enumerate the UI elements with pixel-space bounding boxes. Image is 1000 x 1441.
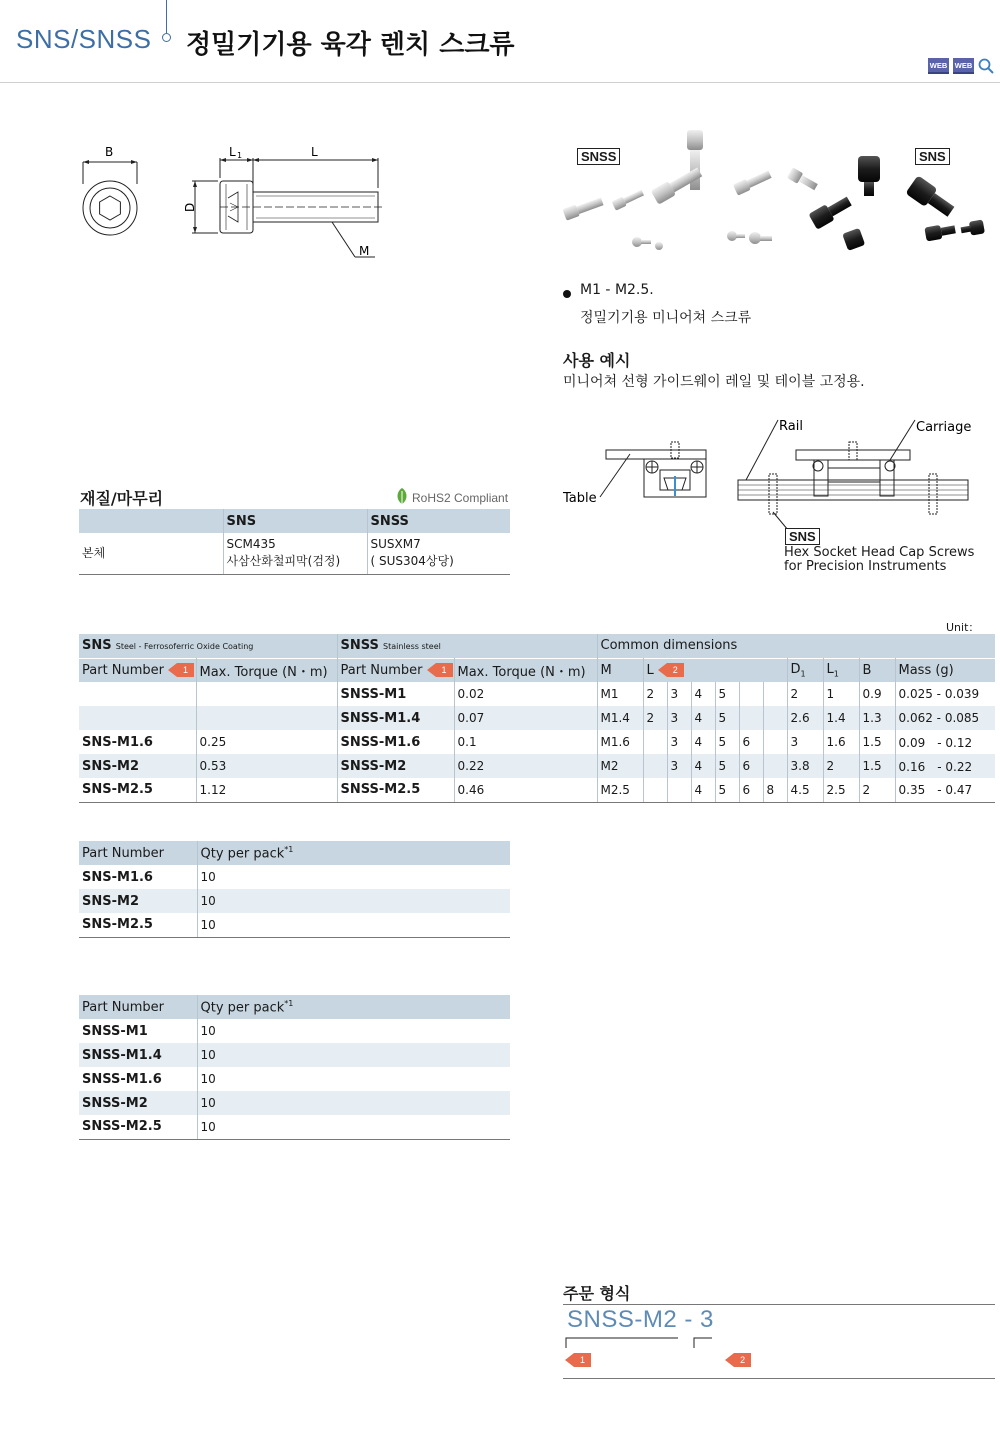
group-sns xyxy=(79,634,337,658)
qty-part-number: SNS-M2.5 xyxy=(79,913,197,937)
l-length xyxy=(739,706,763,730)
spec-table xyxy=(79,634,995,803)
label-table: Table xyxy=(563,491,597,506)
col-l xyxy=(643,658,787,682)
qty-snss-col-part: Part Number xyxy=(79,995,197,1019)
qty-part-number: SNSS-M2.5 xyxy=(79,1115,197,1139)
l-length: 5 xyxy=(715,706,739,730)
feature-desc: 정밀기기용 미니어쳐 스크류 xyxy=(580,310,752,326)
usage-text: 미니어쳐 선형 가이드웨이 레일 및 테이블 고정용. xyxy=(563,374,865,390)
size-range: M1 - M2.5. xyxy=(580,282,654,298)
snss-part-number: SNSS-M1.4 xyxy=(337,706,454,730)
d1-value: 3 xyxy=(787,730,823,754)
order-bottom-rule xyxy=(563,1378,995,1379)
l-length: 4 xyxy=(691,682,715,706)
b-value: 1.5 xyxy=(859,754,895,778)
snss-material: SUSXM7 xyxy=(370,537,421,552)
l-length: 3 xyxy=(667,682,691,706)
order-top-rule xyxy=(563,1304,995,1305)
col-b: B xyxy=(859,658,895,682)
d1-value: 2 xyxy=(787,682,823,706)
qty-value: 10 xyxy=(197,1115,510,1139)
d1-value: 3.8 xyxy=(787,754,823,778)
snss-part-number: SNSS-M1 xyxy=(337,682,454,706)
sns-finish: 사삼산화철피막(검정) xyxy=(226,554,341,569)
sns-torque: 0.53 xyxy=(196,754,337,778)
col-part-snss xyxy=(337,658,454,682)
l-length: 2 xyxy=(643,682,667,706)
material-col-sns: SNS xyxy=(223,509,367,533)
photo-tag-sns: SNS xyxy=(915,148,950,165)
l-length xyxy=(763,706,787,730)
sns-part-number: SNS-M2 xyxy=(79,754,196,778)
marker-1-icon: 1 xyxy=(168,663,194,677)
order-code-example: SNSS-M2 - 3 xyxy=(567,1306,714,1333)
group-common: Common dimensions xyxy=(597,634,995,658)
l-length xyxy=(739,682,763,706)
qty-part-number: SNS-M2 xyxy=(79,889,197,913)
dim-l1-sub: 1 xyxy=(237,151,243,160)
table-row xyxy=(79,730,995,754)
material-row-label: 본체 xyxy=(79,533,223,574)
label-rail: Rail xyxy=(779,419,803,434)
product-photo xyxy=(555,120,995,270)
diagram-caption-1: Hex Socket Head Cap Screws xyxy=(784,545,975,560)
product-code: SNS/SNSS xyxy=(16,24,152,54)
qty-part-number: SNS-M1.6 xyxy=(79,865,197,889)
dim-d1-label: D xyxy=(183,202,197,212)
sns-part-number xyxy=(79,706,196,730)
table-row xyxy=(79,913,510,937)
col-m: M xyxy=(597,658,643,682)
qty-part-number: SNSS-M2 xyxy=(79,1091,197,1115)
l1-value: 1.6 xyxy=(823,730,859,754)
table-row xyxy=(79,1019,510,1043)
marker-2-icon: 2 xyxy=(658,663,684,677)
sns-material: SCM435 xyxy=(226,537,276,552)
sns-torque xyxy=(196,706,337,730)
dim-m-label: M xyxy=(359,244,370,258)
col-part-snss-label: Part Number xyxy=(340,662,423,678)
diagram-tag-sns: SNS xyxy=(785,528,820,545)
l-length: 5 xyxy=(715,754,739,778)
snss-equivalent: ( SUS304상당) xyxy=(370,554,454,569)
l-length: 4 xyxy=(691,754,715,778)
l-length: 4 xyxy=(691,730,715,754)
group-snss-sub: Stainless steel xyxy=(383,642,441,652)
l-length: 3 xyxy=(667,730,691,754)
qty-value: 10 xyxy=(200,870,216,884)
photo-tag-snss: SNSS xyxy=(577,148,620,165)
order-title: 주문 형식 xyxy=(563,1284,631,1303)
col-l-label: L xyxy=(646,662,654,678)
material-table xyxy=(79,509,510,575)
sns-torque xyxy=(196,682,337,706)
l1-value: 2.5 xyxy=(823,778,859,802)
l-length xyxy=(643,778,667,802)
label-carriage: Carriage xyxy=(916,420,972,435)
usage-title: 사용 예시 xyxy=(563,351,631,370)
table-row xyxy=(79,754,995,778)
header-rule xyxy=(0,82,1000,83)
l-length xyxy=(667,778,691,802)
table-row xyxy=(79,1067,510,1091)
dim-l-label: L xyxy=(311,145,318,159)
bullet-icon xyxy=(563,290,571,298)
group-snss xyxy=(337,634,597,658)
l-length: 4 xyxy=(691,706,715,730)
qty-value: 10 xyxy=(200,1072,216,1086)
l-length: 5 xyxy=(715,778,739,802)
l1-value: 1 xyxy=(823,682,859,706)
order-marker-2-icon: 2 xyxy=(725,1353,751,1367)
qty-table-snss xyxy=(79,995,510,1140)
rohs-label: RoHS2 Compliant xyxy=(412,491,509,505)
table-row xyxy=(79,682,995,706)
qty-sns-col-part: Part Number xyxy=(79,841,197,865)
header-divider-dot xyxy=(162,33,171,42)
l-length: 5 xyxy=(715,730,739,754)
qty-value: 10 xyxy=(197,889,510,913)
l-length: 6 xyxy=(739,754,763,778)
group-sns-name: SNS xyxy=(82,638,112,654)
table-row xyxy=(79,706,995,730)
group-sns-sub: Steel - Ferrosoferric Oxide Coating xyxy=(115,642,254,652)
l-length xyxy=(643,730,667,754)
snss-torque: 0.02 xyxy=(454,682,597,706)
sns-torque: 0.25 xyxy=(196,730,337,754)
b-value: 1.3 xyxy=(859,706,895,730)
header-divider xyxy=(166,0,167,34)
d1-value: 2.6 xyxy=(787,706,823,730)
col-torque-snss: Max. Torque (N・m) xyxy=(454,658,597,682)
qty-sns-col-qty: Qty per pack$^{*1}$ xyxy=(197,841,510,865)
dimension-drawing xyxy=(70,140,390,270)
sns-part-number: SNS-M2.5 xyxy=(79,778,196,802)
sns-part-number xyxy=(79,682,196,706)
l-length xyxy=(763,682,787,706)
snss-part-number: SNSS-M1.6 xyxy=(337,730,454,754)
l-length: 3 xyxy=(667,754,691,778)
material-sns-cell xyxy=(223,533,367,574)
snss-torque: 0.07 xyxy=(454,706,597,730)
qty-part-number: SNSS-M1.4 xyxy=(79,1043,197,1067)
m-size: M2.5 xyxy=(597,778,643,802)
material-corner xyxy=(79,509,223,533)
qty-snss-col-qty: Qty per pack$^{*1}$ xyxy=(197,995,510,1019)
qty-value: 10 xyxy=(200,1024,216,1038)
table-row xyxy=(79,865,510,889)
web-badge-2[interactable]: WEB xyxy=(953,58,974,74)
table-row xyxy=(79,1043,510,1067)
l-length xyxy=(643,754,667,778)
b-value: 1.5 xyxy=(859,730,895,754)
dim-l1-label: L xyxy=(229,145,236,159)
qty-value: 10 xyxy=(197,1043,510,1067)
page-title: 정밀기기용 육각 렌치 스크류 xyxy=(186,30,515,60)
m-size: M1.6 xyxy=(597,730,643,754)
table-row xyxy=(79,778,995,802)
col-d1: $D_1$ xyxy=(787,658,823,682)
l-length: 2 xyxy=(643,706,667,730)
qty-table-sns xyxy=(79,841,510,938)
mass-value: 0.09 - 0.12 xyxy=(898,735,973,750)
b-value: 2 xyxy=(859,778,895,802)
qty-value: 10 xyxy=(197,1091,510,1115)
table-row xyxy=(79,1091,510,1115)
qty-part-number: SNSS-M1 xyxy=(79,1019,197,1043)
material-col-snss: SNSS xyxy=(367,509,510,533)
marker-1-icon: 1 xyxy=(427,663,453,677)
mass-value: 0.16 - 0.22 xyxy=(895,754,995,778)
qty-value: 10 xyxy=(197,913,510,937)
l-length: 4 xyxy=(691,778,715,802)
l-length: 6 xyxy=(739,730,763,754)
snss-torque: 0.1 xyxy=(454,730,597,754)
l-length: 3 xyxy=(667,706,691,730)
dim-b-label: B xyxy=(105,145,114,159)
diagram-caption-2: for Precision Instruments xyxy=(784,559,947,574)
group-snss-name: SNSS xyxy=(340,638,379,654)
table-row xyxy=(79,1115,510,1139)
mass-value: 0.35 - 0.47 xyxy=(895,778,995,802)
l-length: 5 xyxy=(715,682,739,706)
l-length: 6 xyxy=(739,778,763,802)
mass-value: 0.062 - 0.085 xyxy=(895,706,995,730)
web-badge-1[interactable]: WEB xyxy=(928,58,949,74)
mass-value: 0.025 - 0.039 xyxy=(898,687,980,701)
material-snss-cell xyxy=(367,533,510,574)
qty-part-number: SNSS-M1.6 xyxy=(79,1067,197,1091)
l-length xyxy=(763,730,787,754)
unit-label: Unit： xyxy=(946,621,980,634)
snss-part-number: SNSS-M2.5 xyxy=(337,778,454,802)
col-mass: Mass (g) xyxy=(895,658,995,682)
l-length xyxy=(763,754,787,778)
order-marker-1-icon: 1 xyxy=(565,1353,591,1367)
l1-value: 1.4 xyxy=(823,706,859,730)
m-size: M1.4 xyxy=(597,706,643,730)
magnifier-icon[interactable] xyxy=(978,58,994,74)
material-title: 재질/마무리 xyxy=(80,489,164,508)
m-size: M1 xyxy=(597,682,643,706)
col-l1: $L_1$ xyxy=(823,658,859,682)
d1-value: 4.5 xyxy=(787,778,823,802)
sns-part-number: SNS-M1.6 xyxy=(79,730,196,754)
snss-torque: 0.22 xyxy=(454,754,597,778)
col-part-sns xyxy=(79,658,196,682)
col-part-sns-label: Part Number xyxy=(82,662,165,678)
sns-torque: 1.12 xyxy=(196,778,337,802)
b-value: 0.9 xyxy=(859,682,895,706)
l-length: 8 xyxy=(763,778,787,802)
table-row xyxy=(79,889,510,913)
leaf-icon xyxy=(395,487,409,505)
col-torque-sns: Max. Torque (N・m) xyxy=(196,658,337,682)
snss-torque: 0.46 xyxy=(454,778,597,802)
snss-part-number: SNSS-M2 xyxy=(337,754,454,778)
m-size: M2 xyxy=(597,754,643,778)
l1-value: 2 xyxy=(823,754,859,778)
